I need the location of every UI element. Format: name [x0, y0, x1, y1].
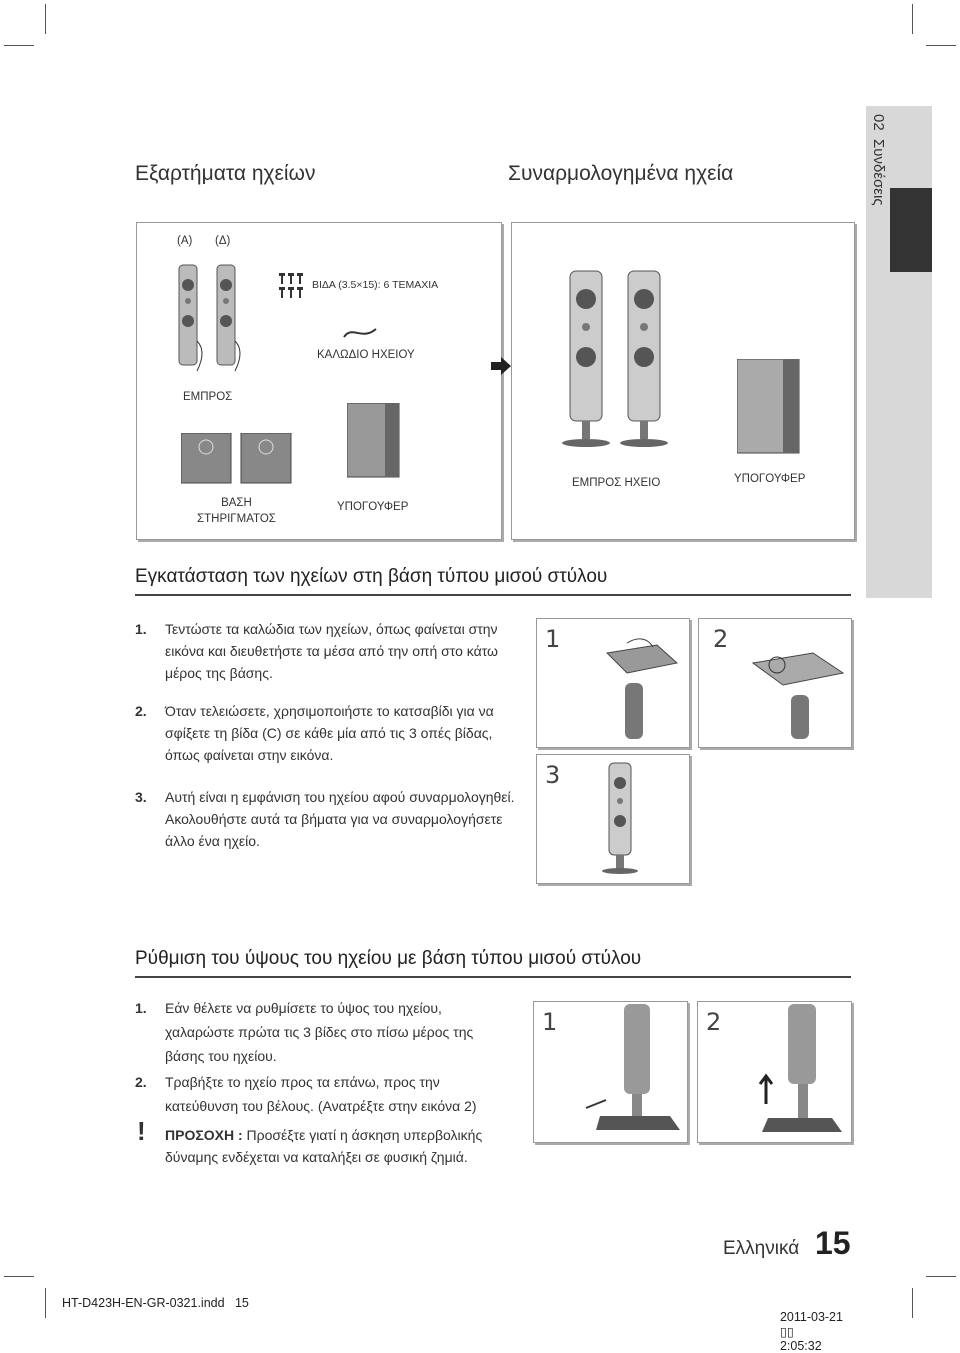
figure-number: 3: [545, 761, 561, 789]
crop-mark: [912, 1288, 913, 1318]
height-figure-2-illustration: [738, 1004, 848, 1138]
subwoofer-illustration: [347, 403, 401, 479]
crop-mark: [912, 4, 913, 34]
step-number: 3.: [135, 789, 147, 805]
stand-bases-illustration: [181, 433, 295, 485]
install-figure-2: [698, 618, 852, 748]
time-icon: ▯▯: [779, 1325, 794, 1339]
parts-figure: [136, 222, 502, 540]
label-d: (Δ): [215, 235, 231, 247]
height-figure-1: [533, 1001, 688, 1143]
install-heading-text: Εγκατάσταση των ηχείων στη βάση τύπου μισού στύλου: [135, 566, 608, 587]
label-a: (A): [177, 235, 193, 247]
height-step-1: [135, 996, 505, 1064]
crop-mark: [45, 4, 46, 34]
install-figure-2-illustration: [743, 623, 847, 743]
side-tab-label: Συνδέσεις: [870, 139, 887, 206]
step-number: 1.: [135, 1000, 147, 1016]
caution-label: ΠΡΟΣΟΧΗ :: [165, 1127, 243, 1143]
crop-mark: [926, 45, 956, 46]
parts-heading: Εξαρτήματα ηχείων: [135, 162, 316, 185]
cable-label: ΚΑΛΩΔΙΟ ΗΧΕΙΟΥ: [317, 349, 415, 361]
print-date: 2011-03-21: [779, 1310, 843, 1324]
install-figure-1-illustration: [587, 623, 685, 743]
figure-number: 1: [545, 625, 561, 653]
install-step-2: [135, 700, 525, 763]
step-number: 2.: [135, 703, 147, 719]
heading-underline: [135, 594, 851, 596]
step-text: Αυτή είναι η εμφάνιση του ηχείου αφού συναρμολογηθεί. Ακολουθήστε αυτά τα βήματα για να συναρμολογήσετε άλλο ένα ηχείο.: [165, 789, 515, 849]
caution-icon: !: [137, 1116, 146, 1146]
install-figure-1: [536, 618, 690, 748]
crop-mark: [4, 45, 34, 46]
print-timestamp: [773, 1296, 843, 1353]
front-speaker-label: ΕΜΠΡΟΣ ΗΧΕΙΟ: [572, 477, 661, 489]
language-label: Ελληνικά: [723, 1238, 800, 1259]
screws-label: ΒΙΔΑ (3.5×15): 6 ΤΕΜΑΧΙΑ: [312, 279, 439, 291]
base-label-line1: ΒΑΣΗ: [221, 497, 252, 509]
front-speakers-illustration: [167, 261, 247, 381]
height-step-2: [135, 1070, 505, 1114]
figure-number: 1: [542, 1008, 558, 1036]
heading-underline: [135, 976, 851, 978]
height-heading: [135, 948, 851, 970]
step-text: Εάν θέλετε να ρυθμίσετε το ύψος του ηχείου, χαλαρώστε πρώτα τις 3 βίδες στο πίσω μέρος της βάσης του ηχείου.: [165, 1000, 474, 1064]
assembled-subwoofer-illustration: [737, 359, 801, 455]
file-info: HT-D423H-EN-GR-0321.indd 15: [62, 1296, 249, 1310]
step-text: Τραβήξτε το ηχείο προς τα επάνω, προς την κατεύθυνση του βέλους. (Ανατρέξτε στην εικόνα 2): [165, 1074, 477, 1114]
height-figure-1-illustration: [580, 1004, 684, 1138]
step-text: Όταν τελειώσετε, χρησιμοποιήστε το κατσαβίδι για να σφίξετε τη βίδα (C) σε κάθε μία από τις 3 οπές βίδας, όπως φαίνεται στην εικόνα.: [165, 703, 494, 763]
crop-mark: [926, 1276, 956, 1277]
subwoofer-label: ΥΠΟΓΟΥΦΕΡ: [337, 501, 409, 513]
step-text: Τεντώστε τα καλώδια των ηχείων, όπως φαίνεται στην εικόνα και διευθετήστε τα μέσα από την οπή στο κάτω μέρος της βάσης.: [165, 621, 498, 681]
assembled-figure: [511, 222, 855, 540]
base-label-line2: ΣΤΗΡΙΓΜΑΤΟΣ: [197, 513, 276, 525]
assembled-subwoofer-label: ΥΠΟΓΟΥΦΕΡ: [734, 473, 806, 485]
cable-icon: [342, 325, 378, 341]
install-figure-3: [536, 754, 690, 884]
front-label: ΕΜΠΡΟΣ: [183, 391, 233, 403]
page-number: 15: [815, 1225, 851, 1261]
screws-icon: [277, 271, 307, 301]
step-number: 1.: [135, 621, 147, 637]
side-tab-number: 02: [870, 114, 887, 131]
install-step-3: [135, 786, 525, 849]
side-tab-marker: [890, 188, 932, 272]
step-number: 2.: [135, 1074, 147, 1090]
print-time: 2:05:32: [779, 1339, 822, 1353]
arrow-right-icon: [491, 357, 513, 375]
height-figure-2: [697, 1001, 852, 1143]
side-tab: [866, 106, 932, 598]
base-label: [197, 495, 276, 527]
assembled-heading: Συναρμολογημένα ηχεία: [508, 162, 734, 185]
side-tab-text: [870, 114, 887, 206]
crop-mark: [45, 1288, 46, 1318]
caution-text: Προσέξτε γιατί η άσκηση υπερβολικής δύναμης ενδέχεται να καταλήξει σε φυσική ζημιά.: [165, 1127, 483, 1165]
install-figure-3-illustration: [591, 761, 651, 879]
crop-mark: [4, 1276, 34, 1277]
assembled-speakers-illustration: [560, 269, 670, 451]
figure-number: 2: [713, 625, 729, 653]
install-step-1: [135, 618, 525, 681]
install-heading: [135, 566, 851, 588]
height-heading-text: Ρύθμιση του ύψους του ηχείου με βάση τύπου μισού στύλου: [135, 948, 642, 969]
figure-number: 2: [706, 1008, 722, 1036]
